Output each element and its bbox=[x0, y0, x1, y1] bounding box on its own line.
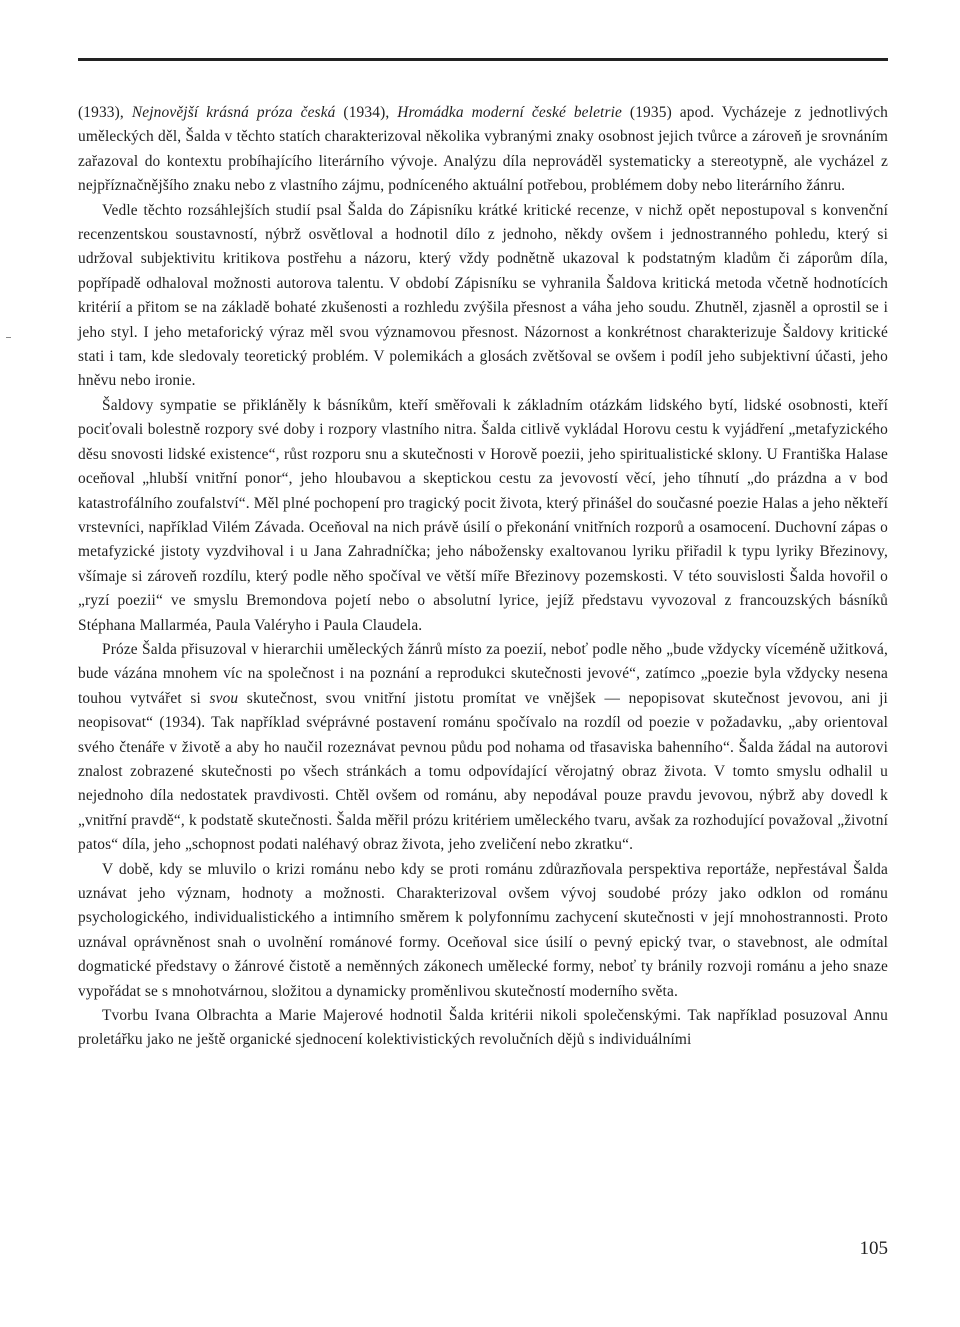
margin-mark bbox=[6, 337, 11, 338]
article-body bbox=[78, 101, 888, 1053]
text-segment: (1934), bbox=[335, 104, 398, 121]
paragraph-4 bbox=[78, 638, 888, 858]
text-segment: Šaldovy sympatie se přikláněly k básníkům, kteří směřovali k základním otázkám lidského bytí, lidské osobnosti, kteří pociťovali bolestně rozpory své doby i rozpory vlastního nitra. Šalda citlivě vykládal Horovu cestu k vyjádření „metafyzického děsu snovosti lidské existence“, růst rozporu snu a skutečnosti v Horově poezii, jeho spiritualistické sklony. U Františka Halase oceňoval „hlubší vnitřní ponor“, jeho hloubavou a skeptickou cestu za jevovostí věcí, jeho tíhnutí „do prázdna a v bod katastrofálního zoufalství“. Měl plné pochopení pro tragický pocit života, který přinášel do současné poezie Halas a jeho někteří vrstevníci, například Vilém Závada. Oceňoval na nich právě úsilí o překonání vnitřních rozporů a osamocení. Duchovní zápas o metafyzické jistoty vyzdvihoval i u Jana Zahradníčka; jeho náboženskу exaltovanou lyriku přiřadil k typu lyriky Březinovy, všímaje si zároveň rozdílu, který podle něho spočíval ve větší míře Březinovy pozemskosti. V této souvislosti Šalda hovořil o „ryzí poezii“ ve smyslu Bremondova pojetí nebo o absolutní lyrice, jejíž představu vyvozoval z francouzských básníků Stéphana Mallarméa, Paula Valéryho i Paula Claudela. bbox=[78, 396, 888, 634]
paragraph-2 bbox=[78, 199, 888, 394]
text-segment: (1935) apod. Vycházeje z jednotlivých uměleckých děl, Šalda v těchto statích charakterizoval několika vybranými znaky osobnost jejich tvůrce a zároveň je srovnáním zařazoval do kontextu probíhajícího literárního vývoje. Analýzu díla neprováděl systematicky a stereotypně, ale vycházel z nejpříznačnějšího znaku nebo z vlastního zájmu, podníceného aktuální potřebou, problémem doby nebo literárního žánru. bbox=[78, 104, 888, 195]
page-number: 105 bbox=[859, 1238, 888, 1259]
text-segment: V době, kdy se mluvilo o krizi románu nebo kdy se proti románu zdůrazňovala perspektiva reportáže, nepřestával Šalda uznávat jeho význam, hodnoty a možnosti. Charakterizoval ovšem vývoj soudobé prózy jako odklon od románu psychologického, individualistického a intimního směrem k polyfonnímu zachycení skutečnosti v její mnohostrannosti. Proto uznával oprávněnost snah o uvolnění románové formy. Oceňoval sice úsilí o pevný epický tvar, o stavebnost, ale odmítal dogmatické představy o žánrové čistotě a neměnných zákonech umělecké formy, neboť ty bránily rozvoji románu a jeho snaze vypořádat se s mnohotvárnou, složitou a dynamicky proměnlivou skutečností moderního světa. bbox=[78, 860, 888, 1000]
text-segment: (1933), bbox=[78, 104, 132, 121]
italic-title: svou bbox=[209, 689, 239, 707]
text-segment: Vedle těchto rozsáhlejších studií psal Šalda do Zápisníku krátké kritické recenze, v nichž opět nepostupoval s konvenční recenzentskou soustavností, nýbrž osvětloval a hodnotil dílo z jednoho, někdy ovšem i jednostranného pohledu, který si udržoval subjektivitu kritikova postřehu a názoru, který vždy podnětně ukazoval k podstatným kladům či záporům díla, popřípadě odhaloval možnosti autorova talentu. V období Zápisníku se vyhranila Šaldova kritická metoda včetně hodnotících kritérií a přitom se na základě bohaté zkušenosti a rozhledu zvýšila přesnost a váha jeho soudu. Zhutněl, zjasněl a oprostil se i jeho styl. I jeho metaforický výraz měl svou významovou přesnost. Názornost a konkrétnost charakterizuje Šaldovy kritické stati i tam, kde sledovaly teoretický problém. V polemikách a glosách zvětšoval se ovšem i podíl jeho subjektivní účasti, jeho hněvu nebo ironie. bbox=[78, 201, 888, 390]
paragraph-1 bbox=[78, 101, 888, 199]
text-segment: Tvorbu Ivana Olbrachta a Marie Majerové hodnotil Šalda kritérii nikoli společenskými. Tak například posuzoval Annu proletářku jako ne ještě organické sjednocení kolektivistických revolučních dějů s individuálními bbox=[78, 1007, 888, 1049]
header-rule bbox=[78, 58, 888, 61]
italic-title: Nejnovější krásná próza česká bbox=[131, 104, 336, 121]
paragraph-5 bbox=[78, 858, 888, 1004]
text-segment: skutečnost, svou vnitřní jistotu promítat ve vnějšek — nepopisovat skutečnost jevovou, ani ji neopisovat“ (1934). Tak například svéprávné postavení románu spočívalo na rozdíl od poezie v požadavku, „aby orientoval svého čtenáře v životě a aby ho naučil rozeznávat pevnou půdu pod nohama od třasaviska bahenního“. Šalda žádal na autorovi znalost zobrazené skutečnosti po všech stránkách a tomu odpovídající věrojatný obraz života. V tomto smyslu odhalil u nejednoho díla nedostatek pravdivosti. Chtěl ovšem od románu, aby nepodával pouze pravdu jevovou, nýbrž aby dovedl k „vnitřní pravdě“, k podstatě skutečnosti. Šalda měřil prózu kritériem uměleckého tvaru, avšak za rozhodující považoval „životní patos“ díla, jeho „schopnost podati naléhavý obraz života, jeho zveličení nebo zkratku“. bbox=[78, 689, 888, 854]
text-segment: Próze Šalda přisuzoval v hierarchii uměleckých žánrů místo za poezií, neboť podle něho „bude vždycky víceméně užitková, bude vázána mnohem víc na společnost i na poznání a reprodukci skutečnosti jevové“, zatímco „poezie byla vždycky nesena touhou vytvářet si bbox=[78, 640, 888, 707]
italic-title: Hromádka moderní české beletrie bbox=[397, 104, 623, 121]
paragraph-6 bbox=[78, 1004, 888, 1053]
paragraph-3 bbox=[78, 394, 888, 638]
